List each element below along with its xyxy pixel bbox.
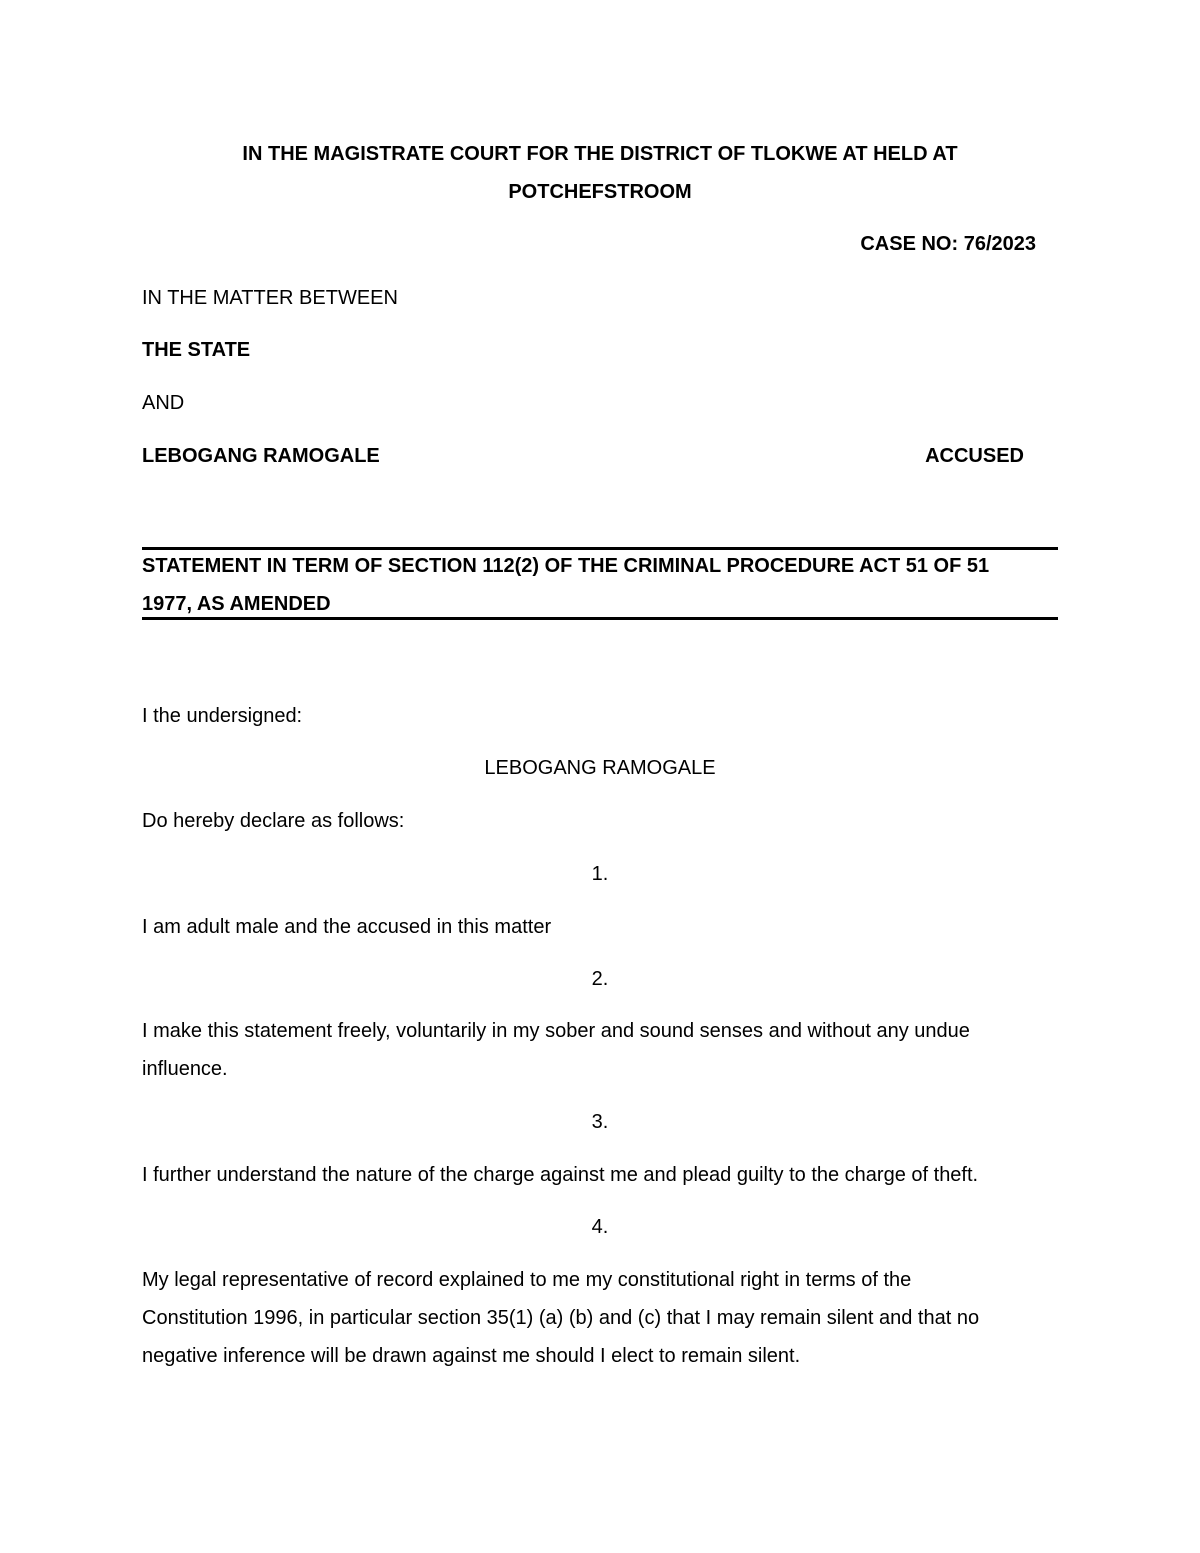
statement-title (142, 547, 1058, 623)
paragraph-line: I further understand the nature of the charge against me and plead guilty to the charge of theft. (142, 1164, 979, 1186)
accused-name: LEBOGANG RAMOGALE (142, 445, 380, 467)
matter-between-label: IN THE MATTER BETWEEN (142, 287, 398, 309)
paragraph-line: negative inference will be drawn against me should I elect to remain silent. (142, 1345, 801, 1367)
paragraph-text (142, 908, 1058, 946)
court-title (142, 135, 1058, 211)
paragraph-line: Constitution 1996, in particular section 35(1) (a) (b) and (c) that I may remain silent and that no (142, 1307, 980, 1329)
accused-role: ACCUSED (925, 445, 1024, 467)
party-state: THE STATE (142, 339, 251, 361)
accused-row (142, 437, 1058, 475)
paragraph-number: 1. (591, 863, 609, 885)
paragraph-line: I am adult male and the accused in this matter (142, 916, 552, 938)
statement-bottom-rule (142, 617, 1058, 620)
court-title-line-2: POTCHEFSTROOM (508, 181, 692, 203)
paragraph-text (142, 1012, 1058, 1088)
and-label: AND (142, 392, 185, 414)
undersigned-text: I the undersigned: (142, 705, 303, 727)
paragraph-number: 3. (591, 1111, 609, 1133)
paragraph-number: 2. (591, 968, 609, 990)
paragraph-line: influence. (142, 1058, 228, 1080)
case-number: CASE NO: 76/2023 (860, 233, 1036, 255)
paragraph-line: My legal representative of record explained to me my constitutional right in terms of the (142, 1269, 912, 1291)
statement-title-line-1: STATEMENT IN TERM OF SECTION 112(2) OF THE CRIMINAL PROCEDURE ACT 51 OF 51 (142, 555, 990, 577)
statement-title-line-2: 1977, AS AMENDED (142, 593, 331, 615)
declarant-name: LEBOGANG RAMOGALE (484, 757, 716, 779)
declare-text: Do hereby declare as follows: (142, 810, 405, 832)
paragraph-number: 4. (591, 1216, 609, 1238)
paragraph-line: I make this statement freely, voluntarily in my sober and sound senses and without any undue (142, 1020, 970, 1042)
court-title-line-1: IN THE MAGISTRATE COURT FOR THE DISTRICT OF TLOKWE AT HELD AT (242, 143, 958, 165)
paragraph-text (142, 1261, 1058, 1375)
paragraph-text (142, 1156, 1058, 1194)
